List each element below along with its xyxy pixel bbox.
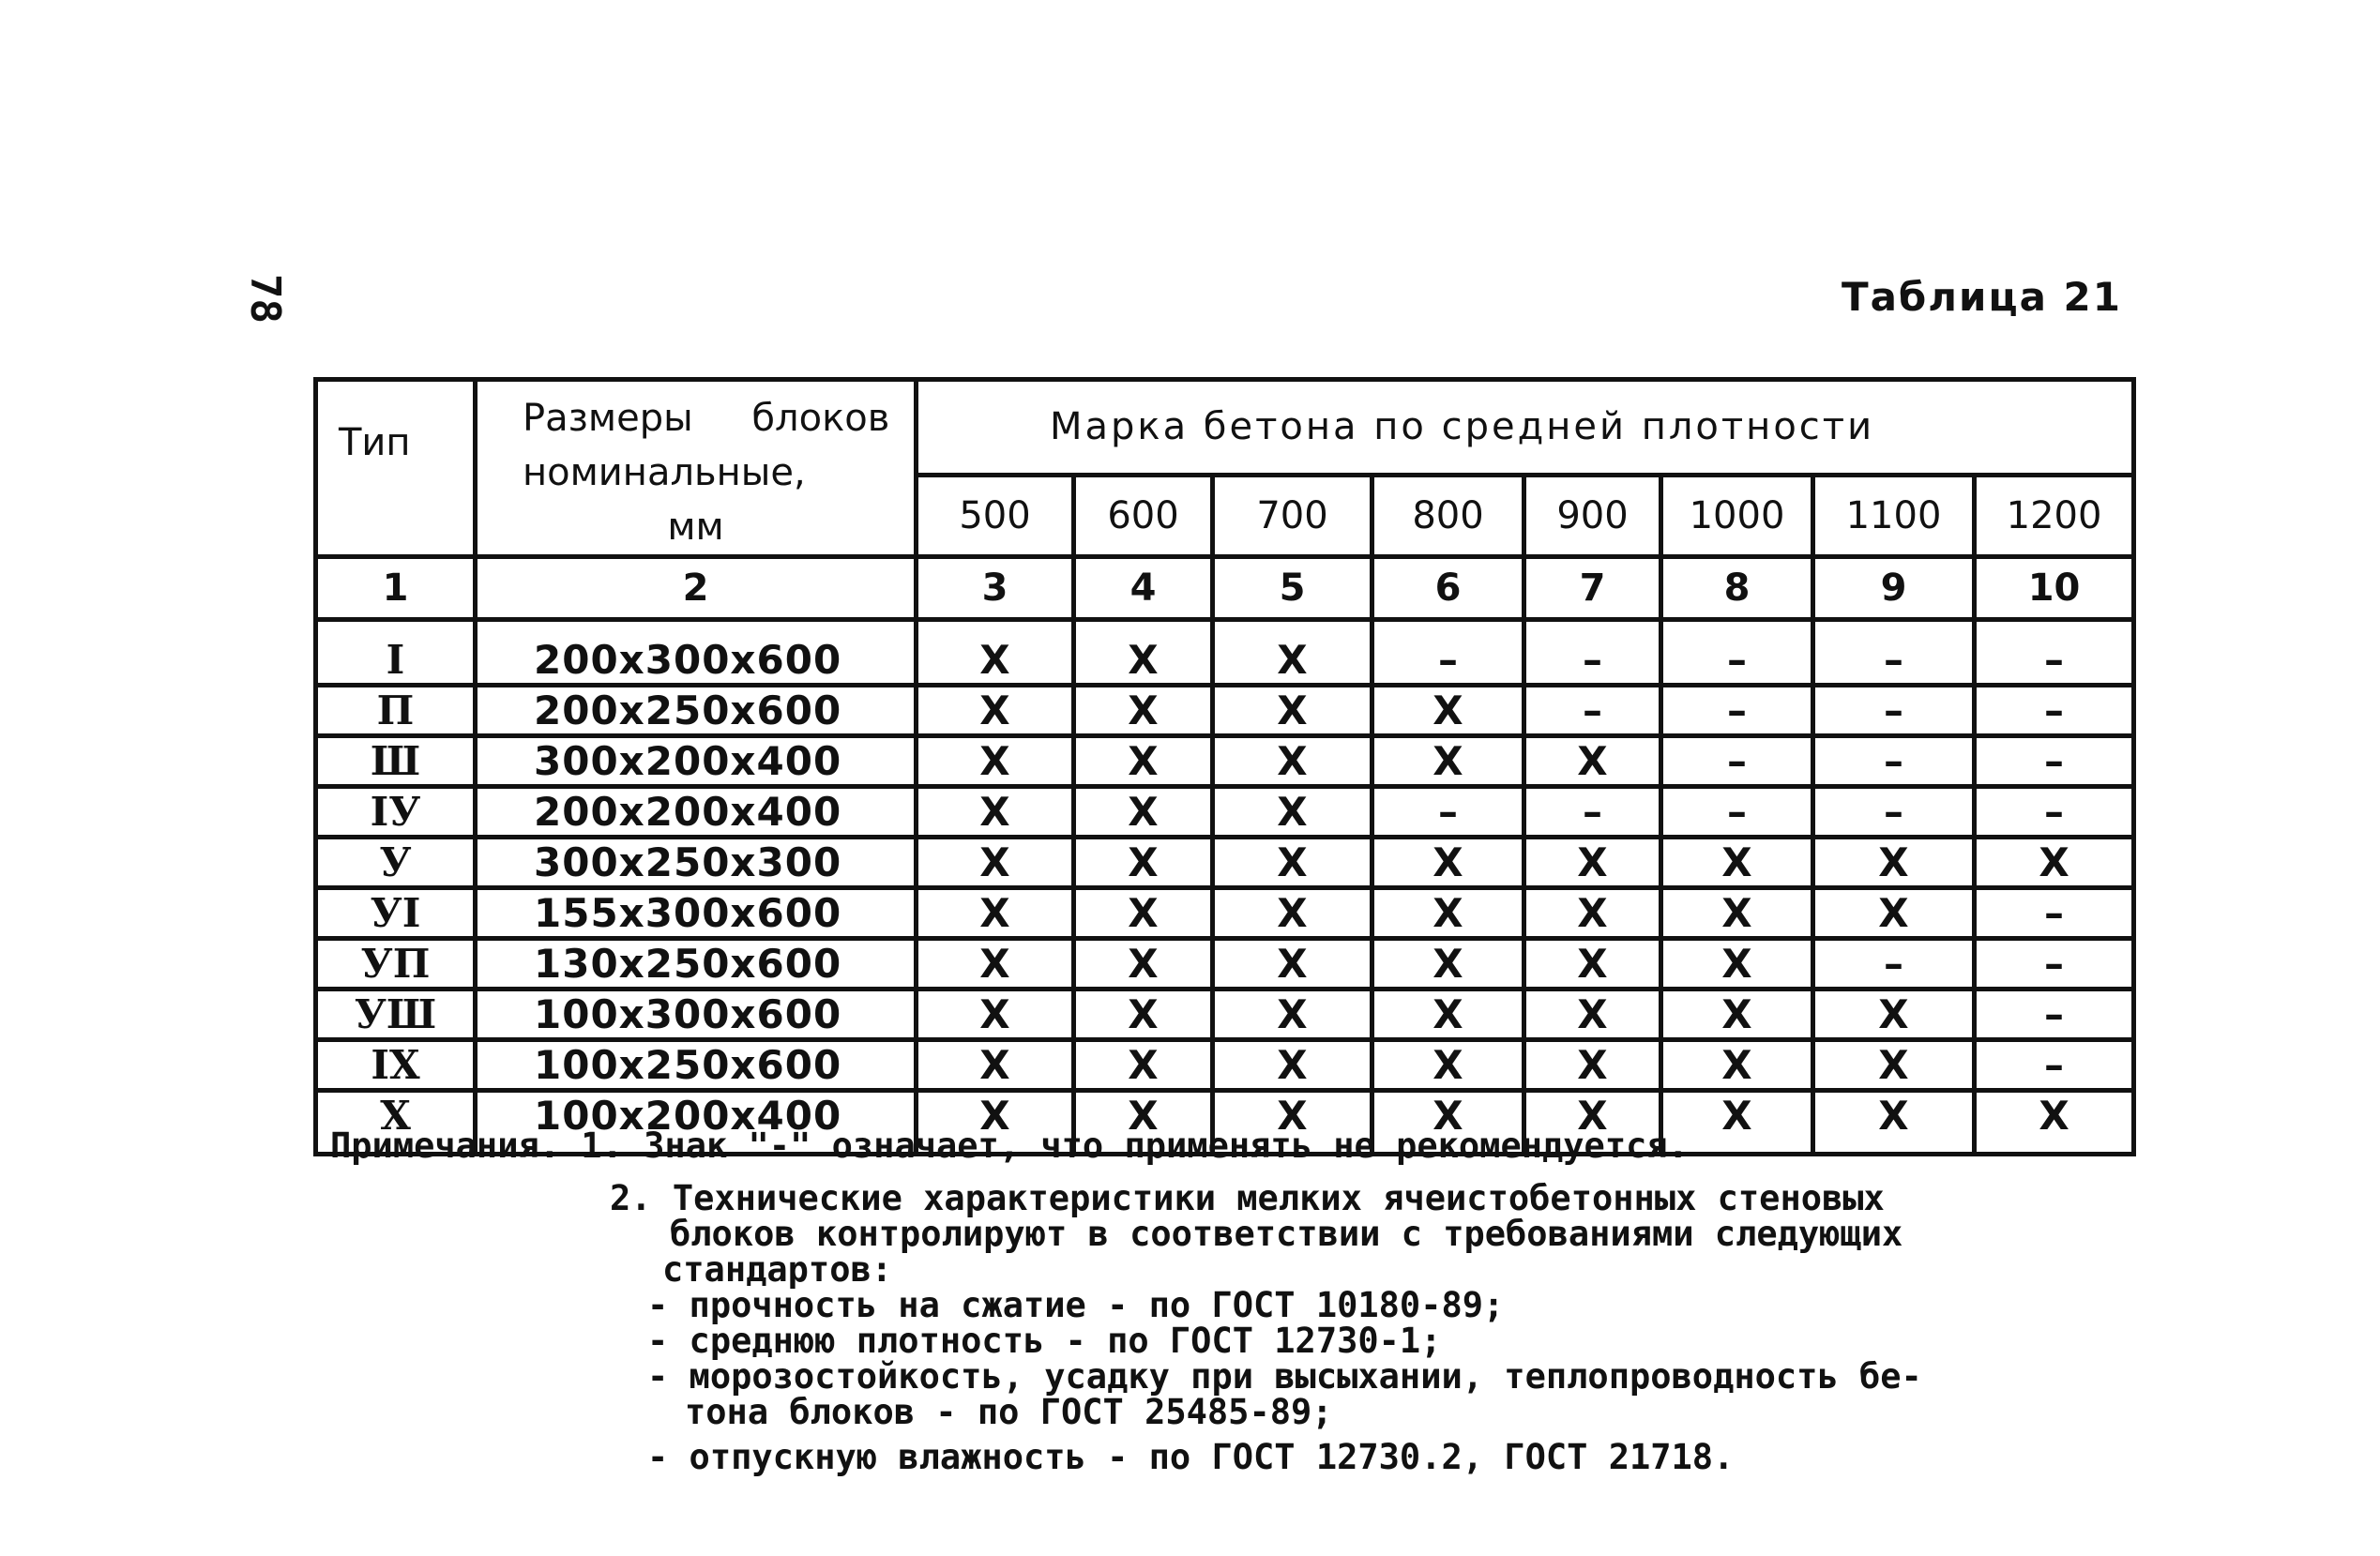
- column-number: 7: [1524, 557, 1661, 620]
- mark-cell: X: [1213, 989, 1372, 1040]
- mark-cell: X: [1661, 1091, 1813, 1155]
- column-number: 4: [1074, 557, 1213, 620]
- mark-cell: X: [1813, 838, 1975, 888]
- mark-cell: –: [1975, 1040, 2134, 1091]
- mark-cell: –: [1975, 686, 2134, 736]
- mark-cell: X: [1372, 888, 1524, 939]
- mark-cell: –: [1975, 989, 2134, 1040]
- mark-cell: X: [917, 787, 1074, 838]
- mark-cell: X: [1813, 1040, 1975, 1091]
- mark-cell: X: [1372, 939, 1524, 989]
- table-row: [316, 787, 2134, 838]
- mark-cell: X: [1813, 1091, 1975, 1155]
- size-cell: 200x300x600: [476, 620, 917, 686]
- mark-cell: X: [1524, 939, 1661, 989]
- mark-cell: –: [1975, 888, 2134, 939]
- header-size-line: мм: [667, 506, 724, 549]
- mark-cell: X: [1074, 1091, 1213, 1155]
- mark-cell: –: [1813, 686, 1975, 736]
- mark-cell: X: [1524, 736, 1661, 787]
- type-cell: УI: [316, 888, 476, 939]
- mark-cell: X: [1524, 1091, 1661, 1155]
- standard-item: - среднюю плотность - по ГОСТ 12730-1;: [647, 1321, 1442, 1361]
- mark-cell: X: [1524, 1040, 1661, 1091]
- mark-cell: X: [917, 838, 1074, 888]
- mark-cell: X: [917, 989, 1074, 1040]
- mark-cell: X: [1074, 888, 1213, 939]
- note-2-line: 2. Технические характеристики мелких ячеистобетонных стеновых: [610, 1178, 1885, 1218]
- header-grade: 600: [1074, 475, 1213, 556]
- mark-cell: X: [1074, 787, 1213, 838]
- column-number: 3: [917, 557, 1074, 620]
- mark-cell: X: [1372, 1040, 1524, 1091]
- size-cell: 200x250x600: [476, 686, 917, 736]
- column-number: 2: [476, 557, 917, 620]
- header-grade: 900: [1524, 475, 1661, 556]
- column-number: 6: [1372, 557, 1524, 620]
- column-number: 1: [316, 557, 476, 620]
- mark-cell: X: [1813, 989, 1975, 1040]
- type-cell: IX: [316, 1040, 476, 1091]
- size-cell: 300x250x300: [476, 838, 917, 888]
- size-cell: 300x200x400: [476, 736, 917, 787]
- mark-cell: X: [1524, 838, 1661, 888]
- mark-cell: –: [1372, 787, 1524, 838]
- mark-cell: X: [1372, 838, 1524, 888]
- type-cell: П: [316, 686, 476, 736]
- mark-cell: –: [1661, 620, 1813, 686]
- mark-cell: X: [1074, 736, 1213, 787]
- header-grade: 1200: [1975, 475, 2134, 556]
- mark-cell: X: [1213, 686, 1372, 736]
- table-row: [316, 838, 2134, 888]
- mark-cell: X: [1213, 1091, 1372, 1155]
- mark-cell: X: [1074, 989, 1213, 1040]
- mark-cell: –: [1975, 620, 2134, 686]
- type-cell: УП: [316, 939, 476, 989]
- mark-cell: –: [1524, 686, 1661, 736]
- mark-cell: X: [1213, 1040, 1372, 1091]
- mark-cell: X: [1372, 989, 1524, 1040]
- table-row: [316, 1040, 2134, 1091]
- mark-cell: –: [1661, 686, 1813, 736]
- note-2-line: стандартов:: [662, 1249, 893, 1290]
- mark-cell: X: [1372, 686, 1524, 736]
- header-grade: 1100: [1813, 475, 1975, 556]
- mark-cell: X: [917, 1040, 1074, 1091]
- mark-cell: –: [1975, 736, 2134, 787]
- mark-cell: –: [1813, 736, 1975, 787]
- mark-cell: X: [917, 888, 1074, 939]
- header-size-line: Размеры блоков: [523, 397, 890, 440]
- block-types-table: [313, 377, 2136, 1156]
- mark-cell: X: [1213, 939, 1372, 989]
- type-cell: У: [316, 838, 476, 888]
- size-cell: 100x200x400: [476, 1091, 917, 1155]
- mark-cell: X: [1213, 787, 1372, 838]
- header-grade: 500: [917, 475, 1074, 556]
- mark-cell: X: [1372, 1091, 1524, 1155]
- standard-item: - отпускную влажность - по ГОСТ 12730.2, ГОСТ 21718.: [647, 1437, 1735, 1477]
- mark-cell: X: [1074, 686, 1213, 736]
- table-row: [316, 736, 2134, 787]
- header-size: [476, 380, 917, 557]
- page-number: 78: [241, 274, 289, 324]
- mark-cell: X: [1661, 838, 1813, 888]
- mark-cell: –: [1813, 939, 1975, 989]
- size-cell: 155x300x600: [476, 888, 917, 939]
- header-grade: 800: [1372, 475, 1524, 556]
- note-2: [610, 1178, 2113, 1290]
- mark-cell: –: [1975, 787, 2134, 838]
- mark-cell: –: [1661, 787, 1813, 838]
- mark-cell: X: [1213, 838, 1372, 888]
- table-row: [316, 620, 2134, 686]
- table-caption: Таблица 21: [1841, 274, 2122, 320]
- size-cell: 130x250x600: [476, 939, 917, 989]
- standard-item: - морозостойкость, усадку при высыхании, теплопроводность бе-: [647, 1356, 1922, 1397]
- mark-cell: X: [1524, 989, 1661, 1040]
- column-number: 8: [1661, 557, 1813, 620]
- mark-cell: X: [917, 736, 1074, 787]
- type-cell: УШ: [316, 989, 476, 1040]
- standard-item: тона блоков - по ГОСТ 25485-89;: [685, 1392, 1333, 1432]
- mark-cell: X: [1661, 1040, 1813, 1091]
- note-2-line: блоков контролируют в соответствии с требованиями следующих: [670, 1214, 1903, 1254]
- note-1: Примечания. 1. Знак "-" означает, что применять не рекомендуется.: [330, 1125, 1689, 1166]
- header-mark: Марка бетона по средней плотности: [917, 380, 2134, 476]
- mark-cell: X: [1524, 888, 1661, 939]
- column-number: 9: [1813, 557, 1975, 620]
- table-row: [316, 939, 2134, 989]
- mark-cell: X: [917, 686, 1074, 736]
- column-number: 10: [1975, 557, 2134, 620]
- mark-cell: X: [1661, 939, 1813, 989]
- table-row: [316, 686, 2134, 736]
- mark-cell: X: [917, 939, 1074, 989]
- size-cell: 200x200x400: [476, 787, 917, 838]
- size-cell: 100x250x600: [476, 1040, 917, 1091]
- mark-cell: X: [1975, 838, 2134, 888]
- header-grade: 1000: [1661, 475, 1813, 556]
- mark-cell: X: [1372, 736, 1524, 787]
- mark-cell: X: [1975, 1091, 2134, 1155]
- mark-cell: X: [917, 620, 1074, 686]
- mark-cell: –: [1524, 620, 1661, 686]
- mark-cell: X: [1661, 888, 1813, 939]
- header-grade: 700: [1213, 475, 1372, 556]
- table-row: [316, 989, 2134, 1040]
- type-cell: I: [316, 620, 476, 686]
- mark-cell: X: [1074, 838, 1213, 888]
- type-cell: Ш: [316, 736, 476, 787]
- header-type: Тип: [316, 380, 476, 557]
- type-cell: IУ: [316, 787, 476, 838]
- mark-cell: –: [1661, 736, 1813, 787]
- notes: [330, 1125, 2113, 1475]
- mark-cell: –: [1372, 620, 1524, 686]
- mark-cell: –: [1813, 787, 1975, 838]
- column-number: 5: [1213, 557, 1372, 620]
- mark-cell: X: [1661, 989, 1813, 1040]
- header-size-line: номинальные,: [523, 451, 806, 494]
- standard-item: - прочность на сжатие - по ГОСТ 10180-89;: [647, 1285, 1505, 1325]
- mark-cell: X: [1813, 888, 1975, 939]
- mark-cell: X: [1213, 736, 1372, 787]
- mark-cell: X: [1213, 620, 1372, 686]
- mark-cell: –: [1524, 787, 1661, 838]
- mark-cell: X: [917, 1091, 1074, 1155]
- standards-list: [647, 1285, 2113, 1477]
- mark-cell: –: [1813, 620, 1975, 686]
- mark-cell: X: [1074, 1040, 1213, 1091]
- mark-cell: X: [1074, 620, 1213, 686]
- size-cell: 100x300x600: [476, 989, 917, 1040]
- mark-cell: X: [1213, 888, 1372, 939]
- table-row: [316, 888, 2134, 939]
- type-cell: X: [316, 1091, 476, 1155]
- mark-cell: –: [1975, 939, 2134, 989]
- mark-cell: X: [1074, 939, 1213, 989]
